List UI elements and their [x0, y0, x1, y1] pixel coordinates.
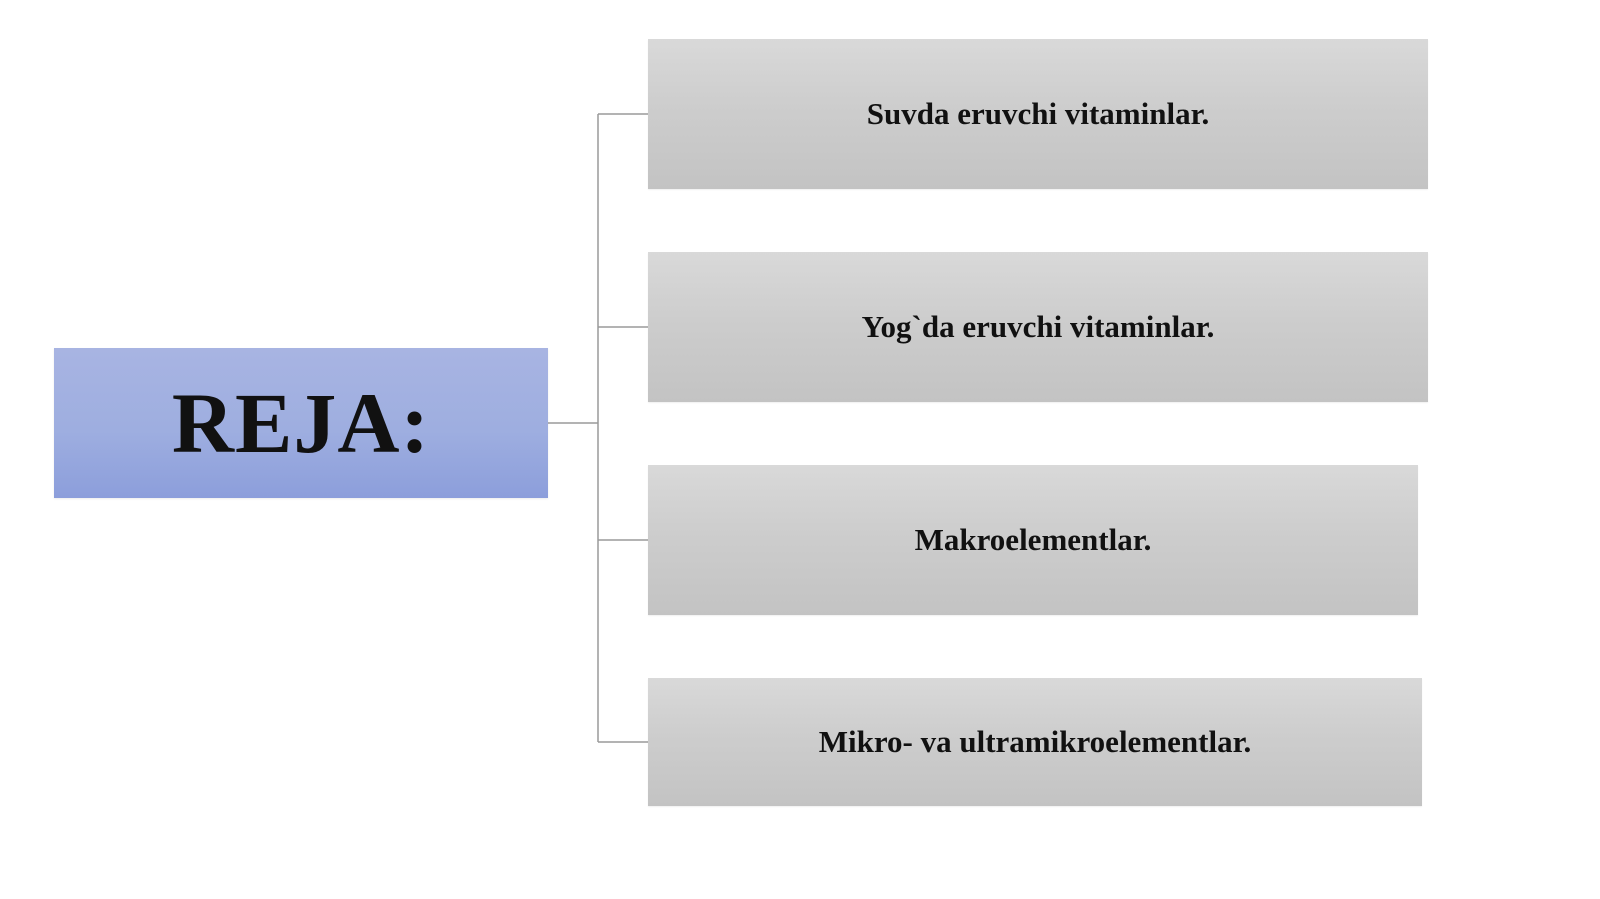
root-label: REJA:: [171, 375, 431, 471]
plan-item-1: [648, 39, 1428, 189]
plan-item-label: Mikro- va ultramikroelementlar.: [818, 724, 1252, 759]
root-node: [54, 348, 548, 498]
plan-item-2: [648, 252, 1428, 402]
plan-item-4: [648, 678, 1422, 806]
plan-item-3: [648, 465, 1418, 615]
plan-item-label: Yog`da eruvchi vitaminlar.: [861, 309, 1215, 344]
plan-item-label: Suvda eruvchi vitaminlar.: [866, 96, 1210, 131]
plan-item-label: Makroelementlar.: [914, 522, 1152, 557]
